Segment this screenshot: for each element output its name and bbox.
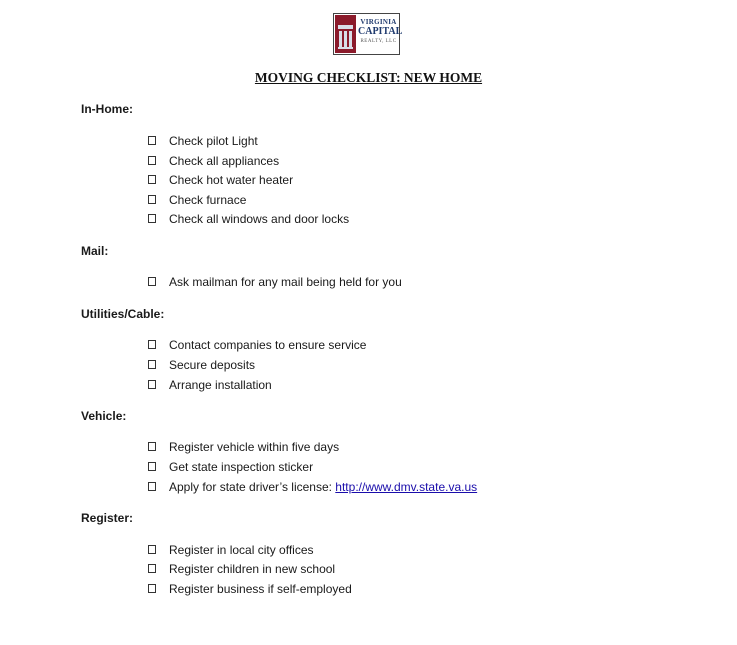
logo-line-1: VIRGINIA (360, 18, 397, 26)
checklist-item-label: Check pilot Light (169, 134, 258, 148)
page-title: MOVING CHECKLIST: NEW HOME (254, 70, 483, 85)
checkbox[interactable] (148, 482, 156, 491)
checkbox[interactable] (148, 360, 156, 369)
checkbox[interactable] (148, 156, 156, 165)
dmv-link[interactable]: http://www.dmv.state.va.us (335, 480, 478, 494)
checkbox[interactable] (148, 340, 156, 349)
checkbox[interactable] (148, 195, 156, 204)
checklist-item-label (169, 480, 477, 494)
section-heading-register: Register: (81, 511, 134, 525)
checkbox[interactable] (148, 214, 156, 223)
checklist-item-label: Register business if self-employed (169, 582, 352, 596)
checkbox[interactable] (148, 277, 156, 286)
checklist-item-label: Check all appliances (169, 154, 280, 168)
building-icon (335, 15, 356, 53)
checkbox[interactable] (148, 175, 156, 184)
checklist-item-label: Register vehicle within five days (169, 440, 340, 454)
checkbox[interactable] (148, 564, 156, 573)
logo-line-3: REALTY, LLC (360, 39, 397, 44)
section-heading-vehicle: Vehicle: (81, 409, 127, 423)
checklist-item-label: Register children in new school (169, 562, 336, 576)
checkbox[interactable] (148, 584, 156, 593)
checklist-item-label: Contact companies to ensure service (169, 338, 367, 352)
checkbox[interactable] (148, 462, 156, 471)
logo-line-2: CAPITAL (358, 26, 403, 37)
logo-wordmark (358, 18, 403, 44)
checkbox[interactable] (148, 545, 156, 554)
checklist-item-label: Get state inspection sticker (169, 460, 314, 474)
company-logo (333, 13, 403, 55)
checkbox[interactable] (148, 136, 156, 145)
section-heading-utilities: Utilities/Cable: (81, 307, 165, 321)
checklist-item-label: Arrange installation (169, 378, 272, 392)
license-item-text: Apply for state driver’s license: (169, 480, 336, 494)
checkbox[interactable] (148, 442, 156, 451)
checklist-item-label: Check hot water heater (169, 173, 294, 187)
section-heading-mail: Mail: (81, 244, 109, 258)
checklist-item-label: Register in local city offices (169, 543, 314, 557)
checkbox[interactable] (148, 380, 156, 389)
section-heading-in-home: In-Home: (81, 102, 133, 116)
checklist-item-label: Ask mailman for any mail being held for you (169, 275, 402, 289)
checklist-item-label: Secure deposits (169, 358, 256, 372)
checklist-item-label: Check all windows and door locks (169, 212, 350, 226)
checklist-item-label: Check furnace (169, 193, 247, 207)
